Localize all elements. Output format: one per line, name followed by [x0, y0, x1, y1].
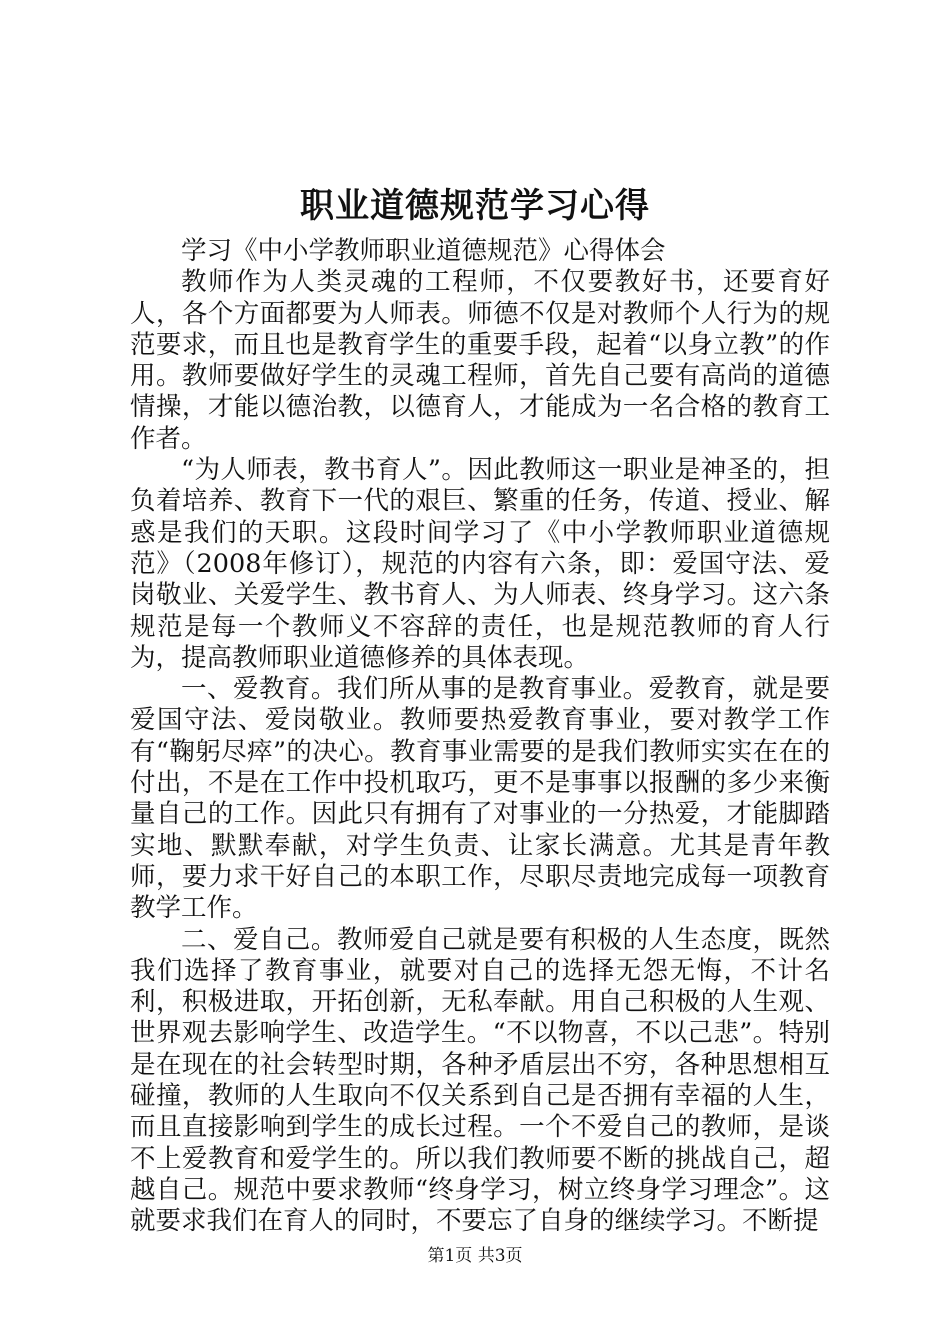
body-paragraph: 教师作为人类灵魂的工程师，不仅要教好书，还要育好人，各个方面都要为人师表。师德不仅是对教师个人行为的规范要求，而且也是教育学生的重要手段，起着“以身立教”的作用。教师要做好学生的灵魂工程师，首先自己要有高尚的道德情操，才能以德治教，以德育人，才能成为一名合格的教育工作者。 — [130, 267, 830, 454]
document-body — [130, 236, 830, 1238]
body-paragraph: 二、爱自己。教师爱自己就是要有积极的人生态度，既然我们选择了教育事业，就要对自己的选择无怨无悔，不计名利，积极进取，开拓创新，无私奉献。用自己积极的人生观、世界观去影响学生、改造学生。“不以物喜，不以己悲”。特别是在现在的社会转型时期，各种矛盾层出不穷，各种思想相互碰撞，教师的人生取向不仅关系到自己是否拥有幸福的人生，而且直接影响到学生的成长过程。一个不爱自己的教师，是谈不上爱教育和爱学生的。所以我们教师要不断的挑战自己，超越自己。规范中要求教师“终身学习，树立终身学习理念”。这就要求我们在育人的同时，不要忘了自身的继续学习。不断提 — [130, 924, 830, 1237]
subtitle-paragraph: 学习《中小学教师职业道德规范》心得体会 — [181, 236, 666, 266]
body-paragraph: 一、爱教育。我们所从事的是教育事业。爱教育，就是要爱国守法、爱岗敬业。教师要热爱教育事业，要对教学工作有“鞠躬尽瘁”的决心。教育事业需要的是我们教师实实在在的付出，不是在工作中投机取巧，更不是事事以报酬的多少来衡量自己的工作。因此只有拥有了对事业的一分热爱，才能脚踏实地、默默奉献，对学生负责、让家长满意。尤其是青年教师，要力求干好自己的本职工作，尽职尽责地完成每一项教育教学工作。 — [130, 674, 830, 924]
body-paragraph: “为人师表，教书育人”。因此教师这一职业是神圣的，担负着培养、教育下一代的艰巨、繁重的任务，传道、授业、解惑是我们的天职。这段时间学习了《中小学教师职业道德规范》（2008年修订），规范的内容有六条，即：爱国守法、爱岗敬业、关爱学生、教书育人、为人师表、终身学习。这六条规范是每一个教师义不容辞的责任，也是规范教师的育人行为，提高教师职业道德修养的具体表现。 — [130, 455, 830, 673]
document-title: 职业道德规范学习心得 — [300, 186, 650, 226]
page-number-footer: 第1页 共3页 — [427, 1246, 523, 1266]
